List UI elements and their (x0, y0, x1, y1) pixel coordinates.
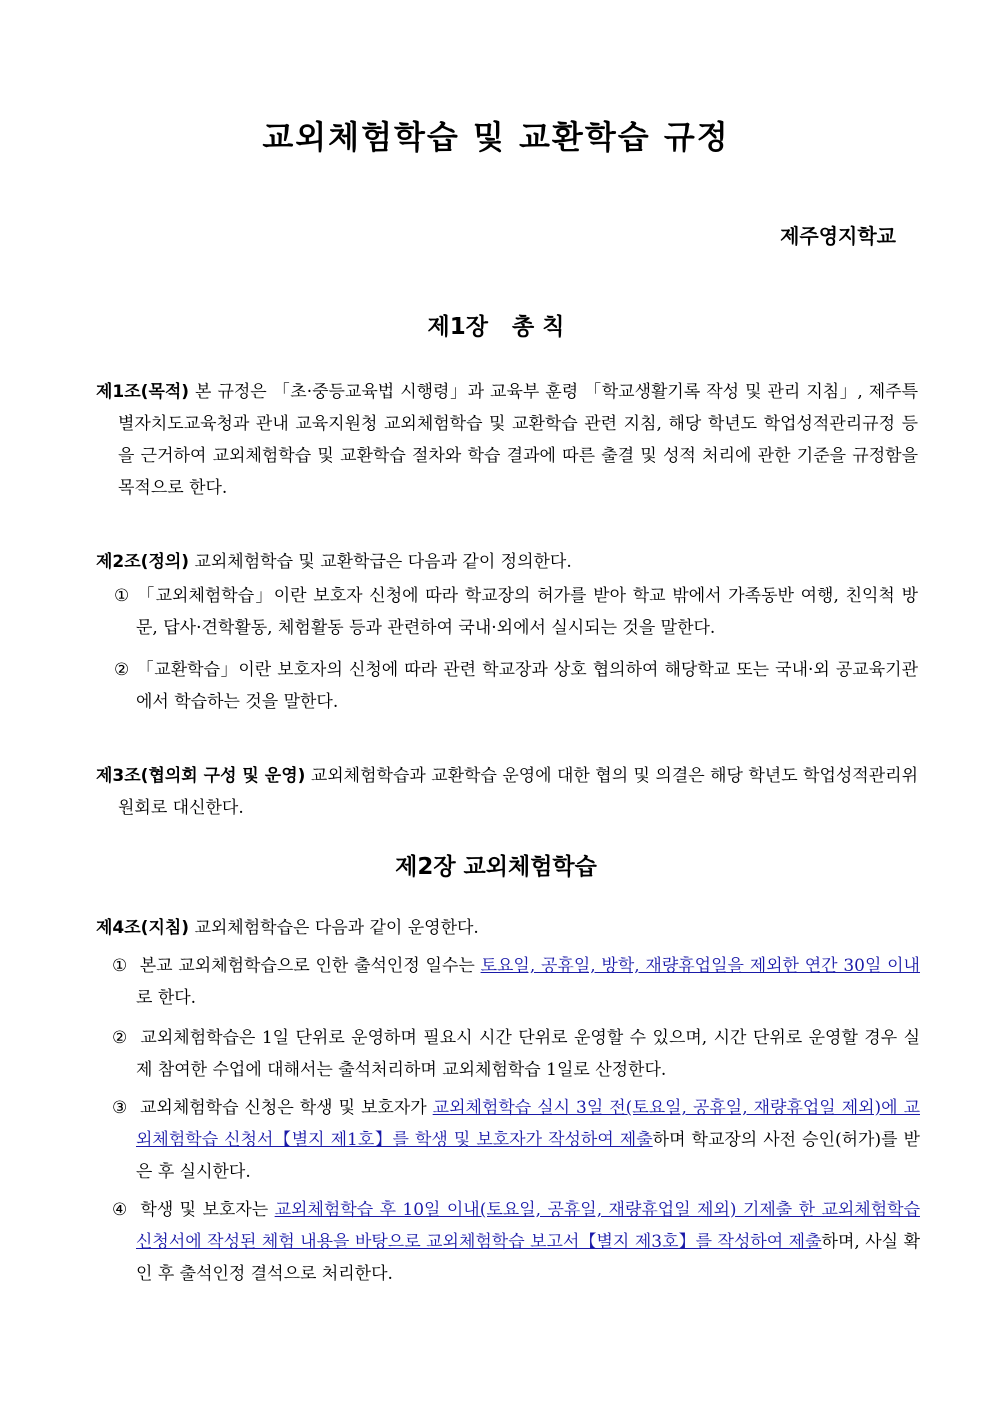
item-number: ① (112, 956, 128, 976)
article-2-heading: 제2조(정의) (96, 552, 190, 572)
underlined-text: 교외체험학습 후 10일 이내(토요일, 공휴일, 재량휴업일 제외) 기제출 한 교외체험학습 신청서에 작성된 체험 내용을 바탕으로 교외체험학습 보고서【별지 제3호】를 작성하여 제출 (136, 1200, 920, 1252)
article-4-item-4 (112, 1194, 920, 1290)
item-text: 본교 교외체험학습으로 인한 출석인정 일수는 (134, 956, 481, 976)
item-text: 학생 및 보호자는 (134, 1200, 275, 1220)
underlined-text: 토요일, 공휴일, 방학, 재량휴업일을 제외한 연간 30일 이내 (480, 956, 920, 976)
item-text: 「교환학습」이란 보호자의 신청에 따라 관련 학교장과 상호 협의하여 해당학교 또는 국내·외 공교육기관에서 학습하는 것을 말한다. (136, 660, 918, 712)
item-text-end: 하며, 사실 확인 후 출석인정 결석으로 처리한다. (136, 1232, 920, 1284)
chapter-1-heading: 제1장 총 칙 (427, 314, 565, 340)
document-title: 교외체험학습 및 교환학습 규정 (262, 118, 730, 156)
article-2 (96, 546, 896, 578)
article-3-heading: 제3조(협의회 구성 및 운영) (96, 766, 306, 786)
item-number: ② (112, 1028, 128, 1048)
item-text: 「교외체험학습」이란 보호자 신청에 따라 학교장의 허가를 받아 학교 밖에서 가족동반 여행, 친익척 방문, 답사·견학활동, 체험활동 등과 관련하여 국내·외에서 실시되는 것을 말한다. (136, 586, 918, 638)
item-number: ③ (112, 1098, 128, 1118)
article-2-item-1 (114, 580, 918, 644)
article-4-heading: 제4조(지침) (96, 918, 190, 938)
school-name: 제주영지학교 (780, 224, 896, 248)
article-4 (96, 912, 896, 944)
article-1-heading: 제1조(목적) (96, 382, 190, 402)
article-4-item-2 (112, 1022, 920, 1086)
article-1 (96, 376, 918, 504)
article-3-text: 교외체험학습과 교환학습 운영에 대한 협의 및 의결은 해당 학년도 학업성적관리위원회로 대신한다. (118, 766, 918, 818)
article-1-text: 본 규정은 「초·중등교육법 시행령」과 교육부 훈령 「학교생활기록 작성 및 관리 지침」, 제주특별자치도교육청과 관내 교육지원청 교외체험학습 및 교환학습 관련 지침, 해당 학년도 학업성적관리규정 등을 근거하여 교외체험학습 및 교환학습 절차와 학습 결과에 따른 출결 및 성적 처리에 관한 기준을 규정함을 목적으로 한다. (118, 382, 918, 498)
item-text: 교외체험학습 신청은 학생 및 보호자가 (134, 1098, 433, 1118)
article-4-text: 교외체험학습은 다음과 같이 운영한다. (189, 918, 479, 938)
underlined-text: 교외체험학습 실시 3일 전(토요일, 공휴일, 재량휴업일 제외)에 교외체험학습 신청서【별지 제1호】를 학생 및 보호자가 작성하여 제출 (136, 1098, 920, 1150)
item-text: 교외체험학습은 1일 단위로 운영하며 필요시 시간 단위로 운영할 수 있으며, 시간 단위로 운영할 경우 실제 참여한 수업에 대해서는 출석처리하며 교외체험학습 1일로 산정한다. (134, 1028, 920, 1080)
item-number: ① (114, 586, 130, 606)
item-text-end: 하며 학교장의 사전 승인(허가)를 받은 후 실시한다. (136, 1130, 920, 1182)
article-2-text: 교외체험학습 및 교환학급은 다음과 같이 정의한다. (189, 552, 572, 572)
chapter-2-heading: 제2장 교외체험학습 (395, 854, 597, 880)
item-text-end: 로 한다. (136, 988, 197, 1008)
article-4-item-3 (112, 1092, 920, 1188)
item-number: ④ (112, 1200, 128, 1220)
item-number: ② (114, 660, 130, 680)
article-4-item-1 (112, 950, 920, 1014)
article-2-item-2 (114, 654, 918, 718)
article-3 (96, 760, 918, 824)
